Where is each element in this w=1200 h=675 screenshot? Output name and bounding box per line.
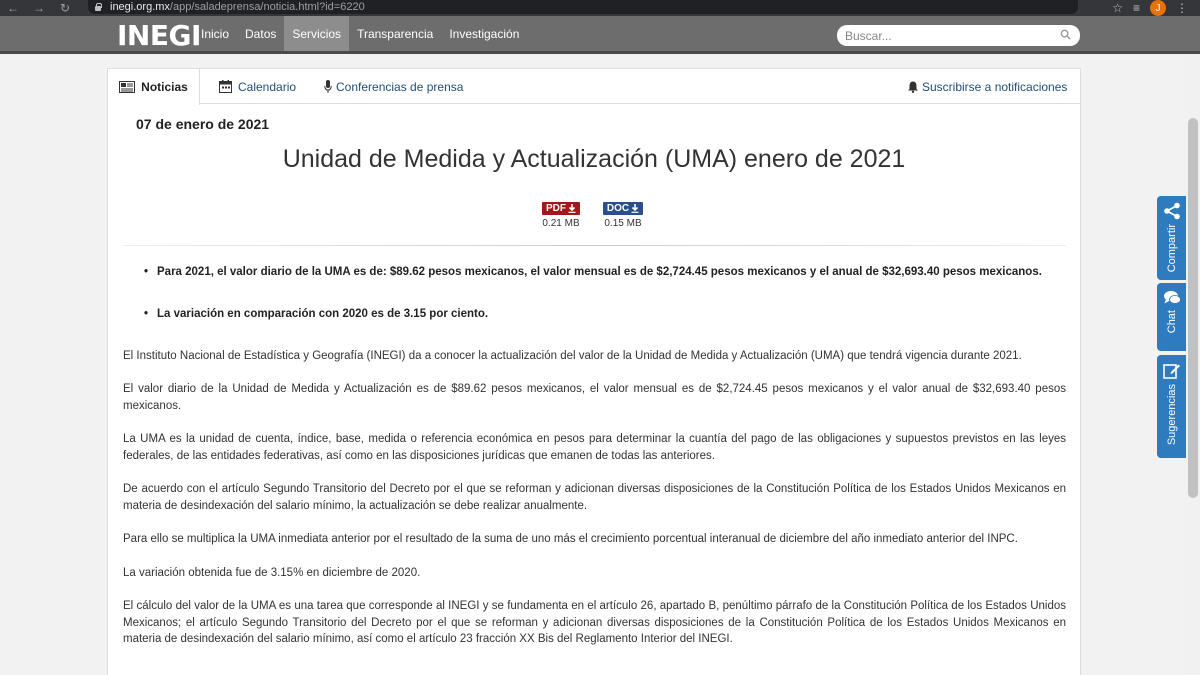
chat-icon (1163, 290, 1181, 306)
suggestions-tab[interactable] (1157, 355, 1186, 458)
doc-size: 0.15 MB (604, 218, 642, 229)
article-paragraph: De acuerdo con el artículo Segundo Transitorio del Decreto por el que se reforman y adicionan diversas disposiciones de la Constitución Política de los Estados Unidos Mexicanos en materia de desindexación del salario mínimo, la actualización se debe realizar anualmente. (123, 483, 1066, 512)
news-tabs (108, 69, 1080, 104)
tab-calendario-label: Calendario (238, 79, 297, 94)
tab-conferencias-label: Conferencias de prensa (336, 79, 464, 94)
subscribe-notifications-link[interactable] (908, 69, 1067, 104)
doc-badge[interactable] (603, 202, 643, 215)
url-path: /app/saladeprensa/noticia.html?id=6220 (169, 1, 365, 13)
news-panel (107, 68, 1081, 675)
scrollbar-thumb[interactable] (1188, 118, 1198, 498)
article-paragraph: Para ello se multiplica la UMA inmediata anterior por el resultado de la suma de uno más el crecimiento porcentual interanual de diciembre del año inmediato anterior del INPC. (123, 533, 1018, 545)
pdf-label: PDF (546, 203, 566, 214)
search-icon[interactable] (1060, 29, 1071, 40)
suggestions-label: Sugerencias (1165, 384, 1178, 446)
download-arrow-icon (631, 204, 639, 213)
highlight-item: • La variación en comparación con 2020 es de 3.15 por ciento. (144, 307, 1074, 321)
pdf-download[interactable] (536, 198, 586, 229)
article-paragraph: El cálculo del valor de la UMA es una tarea que corresponde al INEGI y se fundamenta en el artículo 26, apartado B, penúltimo párrafo de la Constitución Política de los Estados Unidos Mexicanos; el artículo Segundo Transitorio del Decreto por el que se reforman y adicionan diversas disposiciones de la Constitución Política de los Estados Unidos Mexicanos en materia de desindexación del salario mínimo, así como el artículo 23 fracción XX Bis del Reglamento Interior del INEGI. (123, 600, 1066, 645)
menu-item-inicio[interactable]: Inicio (201, 26, 230, 41)
page-scrollbar[interactable] (1186, 54, 1200, 675)
lock-icon (94, 3, 102, 11)
bell-icon (908, 81, 918, 93)
menu-item-investigacion[interactable]: Investigación (449, 26, 520, 41)
search-input[interactable] (837, 25, 1080, 46)
article-paragraph: El Instituto Nacional de Estadística y Geografía (INEGI) da a conocer la actualización del valor de la Unidad de Medida y Actualización (UMA) que tendrá vigencia durante 2021. (123, 350, 1022, 362)
calendar-icon (219, 80, 232, 93)
tab-conferencias[interactable] (324, 69, 463, 104)
edit-icon (1163, 362, 1181, 380)
share-icon (1163, 202, 1181, 220)
share-tab[interactable] (1157, 196, 1186, 280)
site-header (0, 16, 1200, 54)
highlights-list (144, 265, 1074, 321)
url-domain: inegi.org.mx (110, 1, 170, 13)
doc-label: DOC (606, 203, 630, 214)
article-title: Unidad de Medida y Actualización (UMA) enero de 2021 (282, 145, 906, 173)
back-icon[interactable]: ← (7, 1, 19, 15)
forward-icon[interactable]: → (33, 1, 45, 15)
main-menu (193, 16, 527, 51)
reading-list-icon[interactable]: ≡ (1132, 1, 1140, 15)
pdf-badge[interactable] (542, 202, 580, 215)
address-bar[interactable] (88, 0, 1078, 14)
chat-tab[interactable] (1157, 283, 1186, 351)
menu-item-datos[interactable]: Datos (245, 26, 277, 41)
tab-calendario[interactable] (219, 69, 296, 104)
article-paragraph: La UMA es la unidad de cuenta, índice, base, medida o referencia económica en pesos para determinar la cuantía del pago de las obligaciones y supuestos previstos en las leyes federales, de las entidades federativas, así como en las disposiciones jurídicas que emanen de todas las anteriores. (123, 433, 1066, 462)
browser-toolbar (0, 0, 1200, 16)
article-date: 07 de enero de 2021 (136, 116, 270, 132)
menu-item-servicios[interactable]: Servicios (284, 16, 349, 51)
browser-menu-icon[interactable]: ⋮ (1176, 1, 1188, 15)
chat-label: Chat (1165, 310, 1178, 334)
bookmark-star-icon[interactable]: ☆ (1112, 1, 1123, 15)
divider (123, 245, 1066, 246)
profile-avatar[interactable]: J (1150, 0, 1166, 16)
tab-noticias[interactable] (108, 69, 200, 105)
highlight-item: • Para 2021, el valor diario de la UMA es de: $89.62 pesos mexicanos, el valor mensual es de $2,724.45 pesos mexicanos y el anual de $32,693.40 pesos mexicanos. (144, 265, 1074, 279)
inegi-logo[interactable]: INEGI (117, 19, 201, 52)
reload-icon[interactable]: ↻ (59, 1, 71, 15)
pdf-size: 0.21 MB (542, 218, 580, 229)
newspaper-icon (119, 81, 135, 93)
article-paragraph: El valor diario de la Unidad de Medida y Actualización es de $89.62 pesos mexicanos, el valor mensual es de $2,724.45 pesos mexicanos y el valor anual de $32,693.40 pesos mexicanos. (123, 383, 1066, 412)
microphone-icon (324, 80, 332, 93)
tab-noticias-label: Noticias (141, 80, 188, 94)
doc-download[interactable] (598, 198, 648, 229)
article-paragraph: La variación obtenida fue de 3.15% en diciembre de 2020. (123, 567, 421, 579)
share-label: Compartir (1165, 224, 1178, 273)
subscribe-label: Suscribirse a notificaciones (922, 79, 1068, 94)
download-arrow-icon (568, 204, 576, 213)
menu-item-transparencia[interactable]: Transparencia (357, 26, 434, 41)
